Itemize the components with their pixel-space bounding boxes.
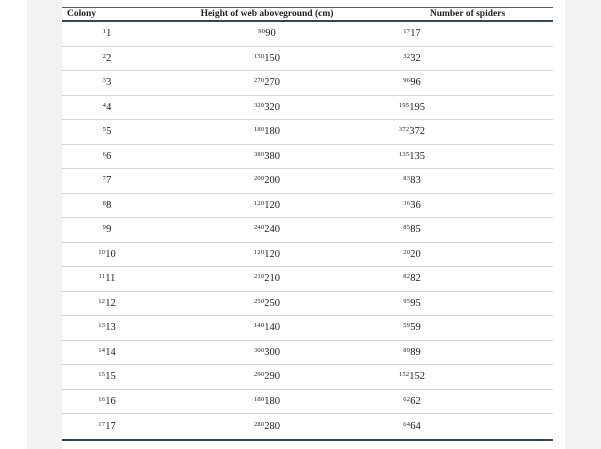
cell-height [152,77,382,88]
table-row [62,96,553,121]
spiders-value: 96 [410,77,421,89]
table-row [62,194,553,219]
height-value-small: 140 [253,322,265,330]
spiders-value-small: 17 [403,28,411,36]
colony-value-small: 5 [102,126,107,134]
spiders-value: 135 [409,150,426,162]
height-value-small: 120 [253,199,265,207]
height-value: 120 [264,199,281,211]
spiders-value: 89 [410,346,421,358]
height-value: 140 [264,322,281,334]
cell-spiders [382,249,442,260]
height-value-small: 290 [253,371,265,379]
height-value: 250 [264,297,281,309]
spiders-value: 62 [410,395,421,407]
cell-colony [62,371,152,382]
cell-height [152,102,382,113]
table-row [62,414,553,439]
table-row [62,120,553,145]
height-value-small: 180 [253,126,265,134]
cell-spiders [382,151,442,162]
spiders-value-small: 59 [403,322,411,330]
colony-value-small: 17 [98,420,106,428]
height-value-small: 380 [253,150,265,158]
spiders-value-small: 372 [398,126,410,134]
height-value-small: 210 [253,273,265,281]
colony-value: 2 [106,52,112,64]
colony-value: 8 [106,199,112,211]
colony-value: 6 [106,150,112,162]
spiders-value: 152 [409,371,426,383]
colony-value-small: 12 [98,297,106,305]
colony-value-small: 1 [102,28,107,36]
colony-value-small: 7 [102,175,107,183]
colony-value-small: 9 [102,224,107,232]
height-value: 150 [264,52,281,64]
spiders-value-small: 20 [403,248,411,256]
table-row [62,390,553,415]
height-value-small: 270 [253,77,265,85]
colony-value-small: 3 [102,77,107,85]
colony-value-small: 14 [98,346,106,354]
cell-height [152,200,382,211]
colony-value: 12 [105,297,116,309]
colony-value: 16 [105,395,116,407]
cell-spiders [382,77,442,88]
cell-colony [62,249,152,260]
spiders-value: 83 [410,175,421,187]
cell-colony [62,396,152,407]
table-row [62,169,553,194]
colony-value-small: 2 [102,52,107,60]
header-cell-colony: Colony [67,9,97,19]
cell-height [152,298,382,309]
table-row [62,243,553,268]
cell-height [152,396,382,407]
table-header-row [62,7,553,22]
spiders-value-small: 64 [403,420,411,428]
cell-spiders [382,53,442,64]
cell-colony [62,102,152,113]
spiders-value: 195 [409,101,426,113]
colony-value: 1 [106,28,112,40]
colony-value: 5 [106,126,112,138]
cell-height [152,273,382,284]
cell-spiders [382,298,442,309]
spiders-value-small: 152 [398,371,410,379]
table-row [62,341,553,366]
spiders-value: 59 [410,322,421,334]
table-row [62,218,553,243]
spiders-value: 372 [409,126,426,138]
colony-value: 4 [106,101,112,113]
spiders-value-small: 95 [403,297,411,305]
cell-height [152,421,382,432]
cell-colony [62,298,152,309]
colony-value: 7 [106,175,112,187]
spiders-value: 64 [410,420,421,432]
cell-height [152,28,382,39]
spiders-value-small: 135 [398,150,410,158]
table-row [62,267,553,292]
height-value: 300 [264,346,281,358]
cell-spiders [382,273,442,284]
cell-colony [62,126,152,137]
height-value-small: 90 [258,28,266,36]
cell-height [152,175,382,186]
colony-value: 15 [105,371,116,383]
cell-colony [62,53,152,64]
spiders-value-small: 96 [403,77,411,85]
height-value-small: 320 [253,101,265,109]
spiders-value-small: 83 [403,175,411,183]
table-row [62,316,553,341]
colony-value: 9 [106,224,112,236]
right-margin-strip [565,0,601,449]
cell-colony [62,273,152,284]
table-row [62,47,553,72]
height-value: 200 [264,175,281,187]
spiders-value: 36 [410,199,421,211]
cell-colony [62,421,152,432]
table-row [62,22,553,47]
table-body [62,22,553,441]
spiders-value: 32 [410,52,421,64]
table-row [62,145,553,170]
colony-value: 11 [105,273,116,285]
cell-height [152,151,382,162]
spiders-value-small: 85 [403,224,411,232]
cell-height [152,224,382,235]
height-value: 290 [264,371,281,383]
height-value: 90 [265,28,276,40]
cell-colony [62,322,152,333]
cell-spiders [382,371,442,382]
colony-value-small: 6 [102,150,107,158]
cell-spiders [382,322,442,333]
cell-height [152,347,382,358]
cell-spiders [382,175,442,186]
colony-value: 10 [105,248,116,260]
colony-value: 3 [106,77,112,89]
spiders-value-small: 62 [403,395,411,403]
height-value-small: 250 [253,297,265,305]
cell-height [152,53,382,64]
cell-spiders [382,224,442,235]
spider-data-table [62,7,553,441]
cell-height [152,371,382,382]
height-value: 120 [264,248,281,260]
cell-spiders [382,347,442,358]
height-value-small: 240 [253,224,265,232]
spiders-value-small: 36 [403,199,411,207]
spiders-value: 95 [410,297,421,309]
cell-spiders [382,28,442,39]
height-value: 320 [264,101,281,113]
header-cell-height: Height of web aboveground (cm) [200,9,334,19]
header-cell-spiders: Number of spiders [429,9,506,19]
cell-spiders [382,396,442,407]
cell-colony [62,200,152,211]
height-value: 210 [264,273,281,285]
colony-value-small: 16 [98,395,106,403]
height-value: 270 [264,77,281,89]
height-value-small: 150 [253,52,265,60]
colony-value-small: 8 [102,199,107,207]
cell-colony [62,77,152,88]
colony-value-small: 11 [98,273,106,281]
table-row [62,71,553,96]
left-margin-strip [27,0,62,449]
height-value-small: 300 [253,346,265,354]
colony-value-small: 10 [98,248,106,256]
colony-value: 17 [105,420,116,432]
cell-colony [62,151,152,162]
height-value-small: 200 [253,175,265,183]
spiders-value: 17 [410,28,421,40]
height-value-small: 280 [253,420,265,428]
cell-spiders [382,421,442,432]
height-value-small: 120 [253,248,265,256]
height-value: 240 [264,224,281,236]
height-value: 180 [264,126,281,138]
table-row [62,365,553,390]
cell-height [152,126,382,137]
cell-height [152,249,382,260]
cell-spiders [382,200,442,211]
cell-spiders [382,126,442,137]
colony-value: 14 [105,346,116,358]
spiders-value-small: 82 [403,273,411,281]
cell-height [152,322,382,333]
cell-colony [62,224,152,235]
spiders-value: 85 [410,224,421,236]
cell-colony [62,28,152,39]
spiders-value: 20 [410,248,421,260]
colony-value: 13 [105,322,116,334]
height-value: 180 [264,395,281,407]
cell-spiders [382,102,442,113]
height-value-small: 180 [253,395,265,403]
cell-colony [62,175,152,186]
colony-value-small: 13 [98,322,106,330]
cell-colony [62,347,152,358]
colony-value-small: 15 [98,371,106,379]
spiders-value: 82 [410,273,421,285]
table-row [62,292,553,317]
spiders-value-small: 32 [403,52,411,60]
colony-value-small: 4 [102,101,107,109]
spiders-value-small: 89 [403,346,411,354]
height-value: 380 [264,150,281,162]
height-value: 280 [264,420,281,432]
spiders-value-small: 195 [398,101,410,109]
